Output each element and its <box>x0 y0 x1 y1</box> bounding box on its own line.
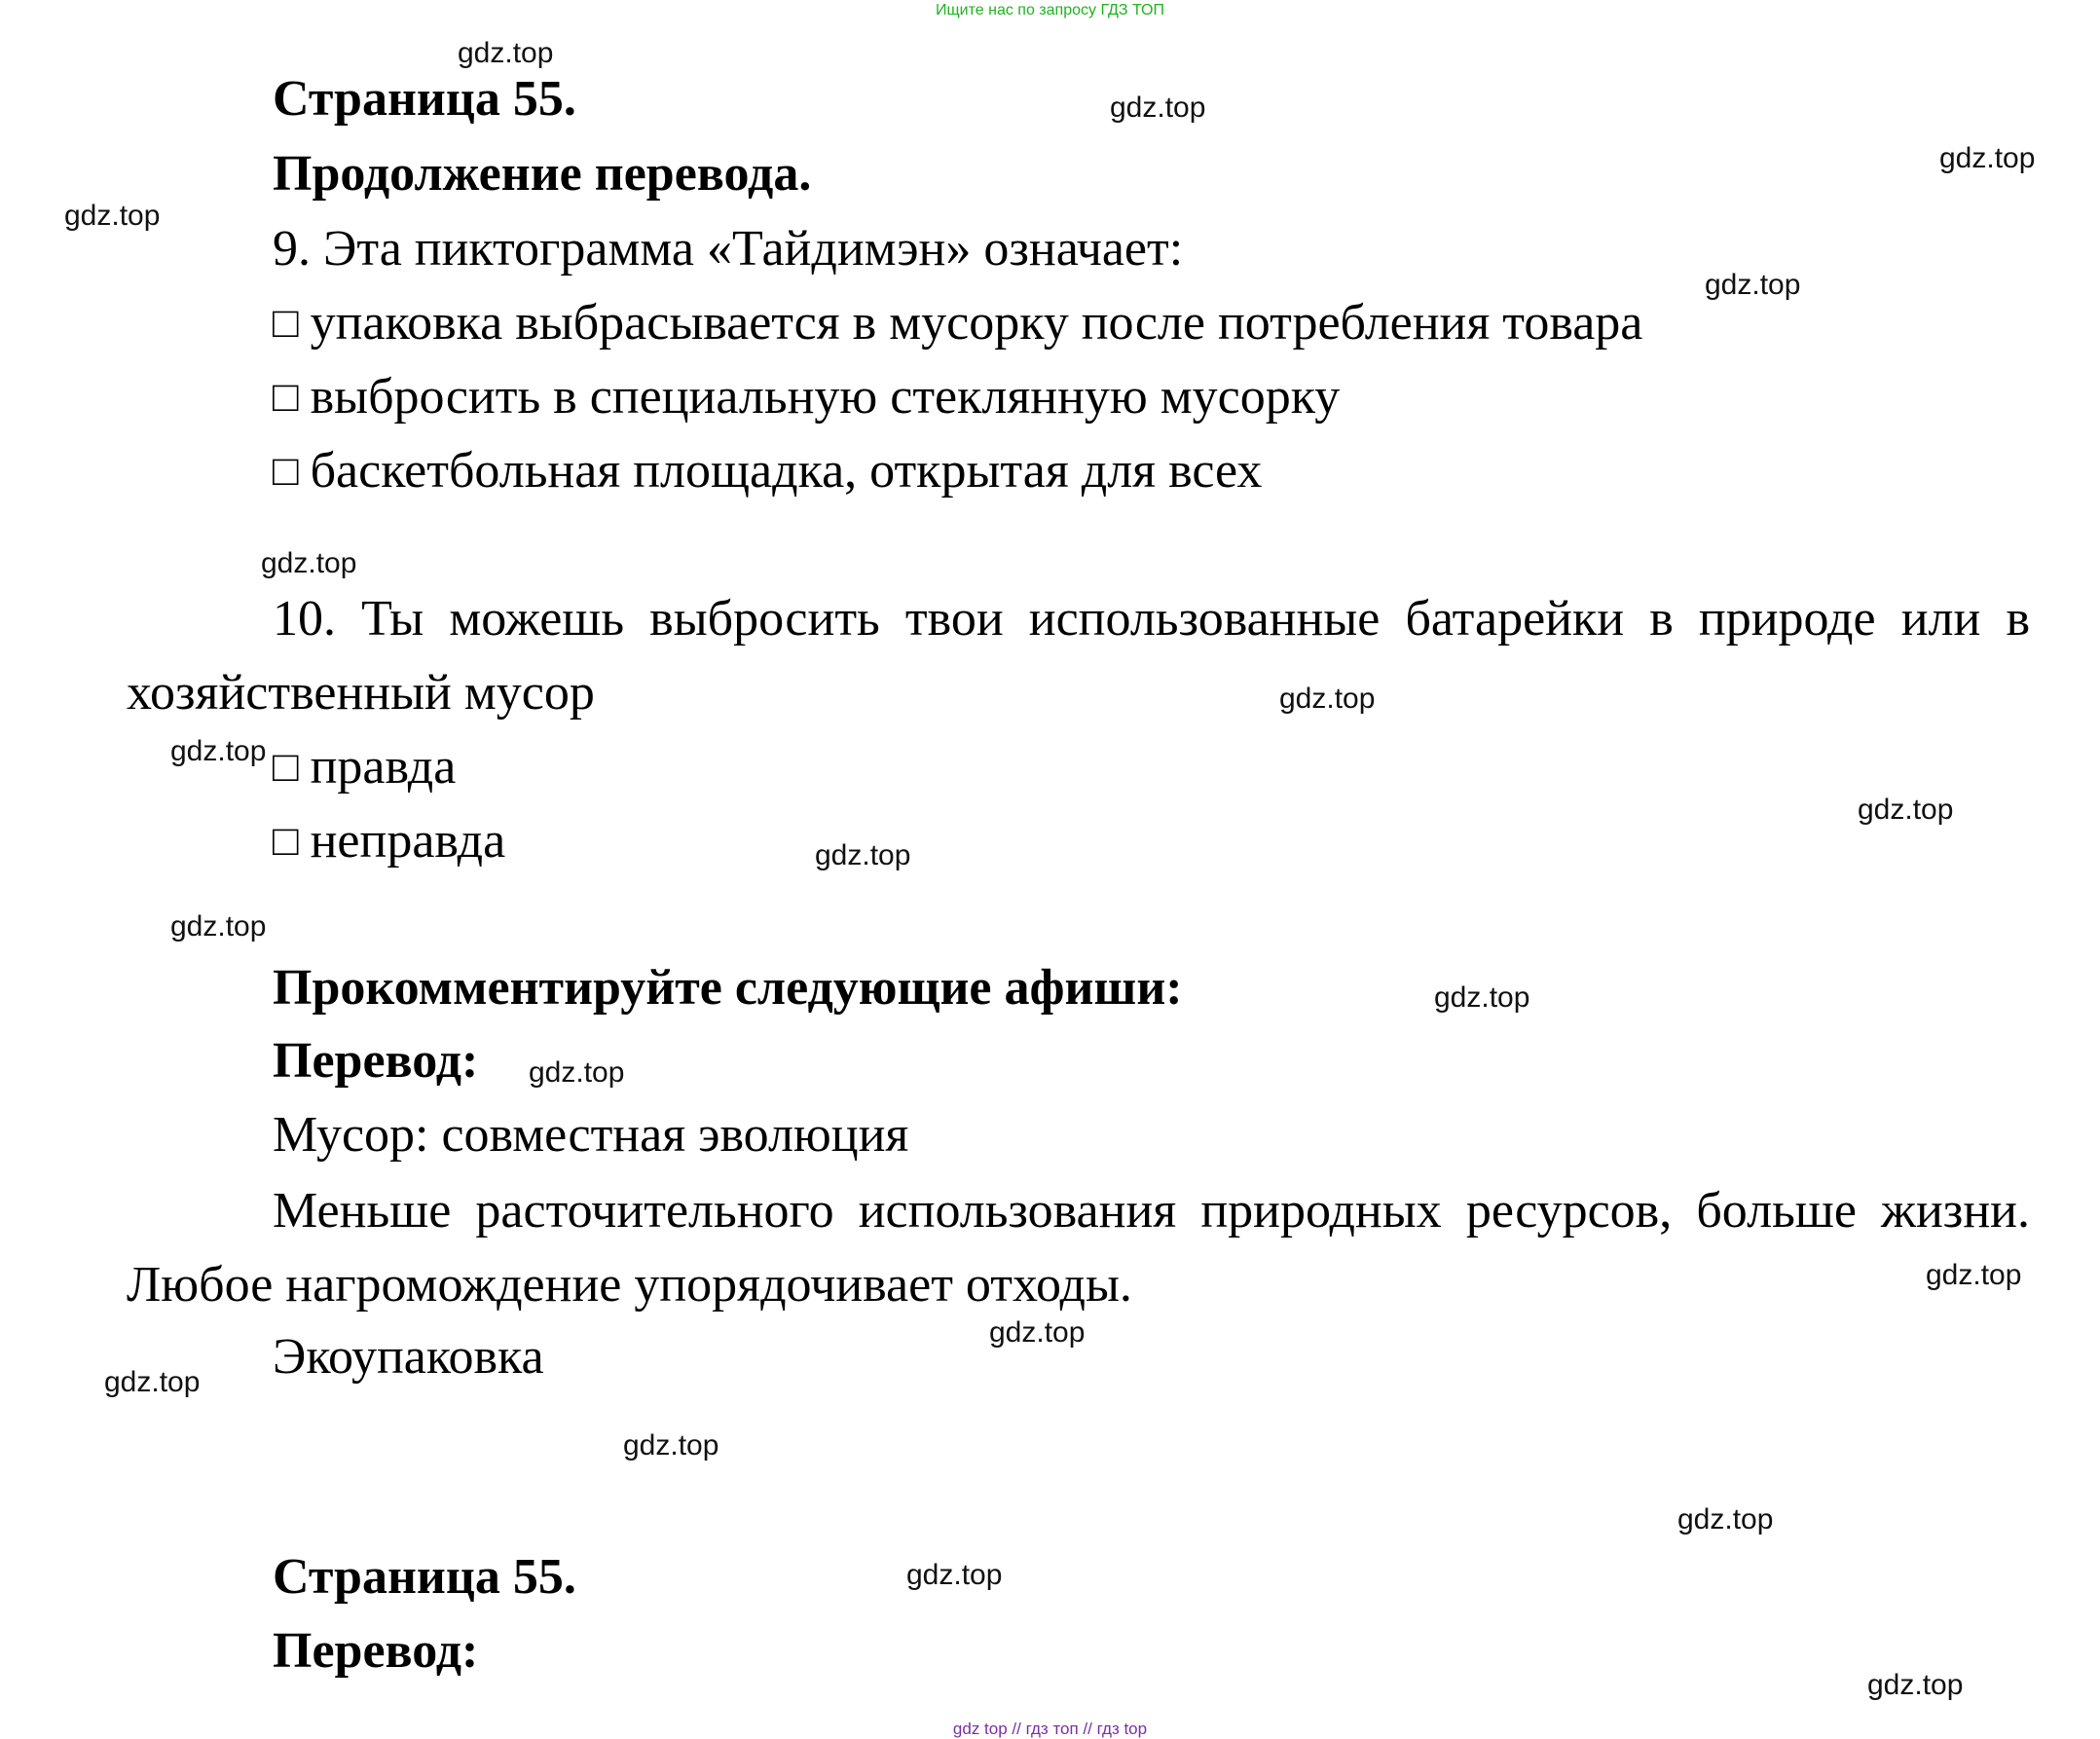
watermark: gdz.top <box>104 1366 201 1398</box>
watermark: gdz.top <box>64 200 161 232</box>
option-label: выбросить в специальную стеклянную мусорку <box>310 369 1341 425</box>
poster-title: Мусор: совместная эволюция <box>273 1107 909 1163</box>
q10-option-2 <box>273 812 505 870</box>
checkbox-icon: □ <box>273 817 299 865</box>
page-heading-2: Страница 55. <box>273 1549 576 1605</box>
watermark: gdz.top <box>170 735 267 767</box>
watermark: gdz.top <box>261 547 357 579</box>
watermark: gdz.top <box>1858 794 1954 826</box>
watermark: gdz.top <box>1939 142 2036 174</box>
top-banner: Ищите нас по запросу ГДЗ ТОП <box>936 2 1164 18</box>
option-label: баскетбольная площадка, открытая для всех <box>310 443 1263 499</box>
footer: gdz top // гдз топ // гдз top <box>952 1720 1148 1738</box>
watermark: gdz.top <box>623 1429 719 1462</box>
watermark: gdz.top <box>989 1316 1086 1349</box>
poster-label: Экоупаковка <box>273 1329 544 1385</box>
question-9: 9. Эта пиктограмма «Тайдимэн» означает: <box>273 221 1184 277</box>
watermark: gdz.top <box>458 37 554 69</box>
option-label: упаковка выбрасывается в мусорку после потребления товара <box>310 295 1643 351</box>
watermark: gdz.top <box>1677 1503 1774 1536</box>
checkbox-icon: □ <box>273 373 299 421</box>
translation-label: Перевод: <box>273 1033 479 1089</box>
checkbox-icon: □ <box>273 447 299 495</box>
watermark: gdz.top <box>1434 981 1530 1014</box>
watermark: gdz.top <box>1867 1669 1964 1701</box>
option-label: неправда <box>310 813 506 869</box>
q10-option-1 <box>273 738 456 796</box>
watermark: gdz.top <box>529 1056 625 1089</box>
translation-label-2: Перевод: <box>273 1623 479 1679</box>
q9-option-1 <box>273 294 1642 352</box>
poster-text: Меньше расточительного использования природных ресурсов, больше жизни. Любое нагромождение упорядочивает отходы. <box>127 1183 2030 1313</box>
continuation-heading: Продолжение перевода. <box>273 146 812 202</box>
watermark: gdz.top <box>1110 92 1206 124</box>
watermark: gdz.top <box>170 910 267 943</box>
comment-heading: Прокомментируйте следующие афиши: <box>273 960 1183 1016</box>
watermark: gdz.top <box>906 1559 1003 1591</box>
question-10: 10. Ты можешь выбросить твои использованные батарейки в природе или в хозяйственный мусор <box>127 591 2030 721</box>
watermark: gdz.top <box>1279 683 1376 715</box>
watermark: gdz.top <box>1926 1259 2022 1291</box>
q9-option-2 <box>273 368 1340 426</box>
page-heading: Страница 55. <box>273 71 576 127</box>
option-label: правда <box>310 739 457 795</box>
checkbox-icon: □ <box>273 743 299 791</box>
checkbox-icon: □ <box>273 299 299 347</box>
watermark: gdz.top <box>1705 269 1801 301</box>
watermark: gdz.top <box>815 839 911 871</box>
q9-option-3 <box>273 442 1262 500</box>
